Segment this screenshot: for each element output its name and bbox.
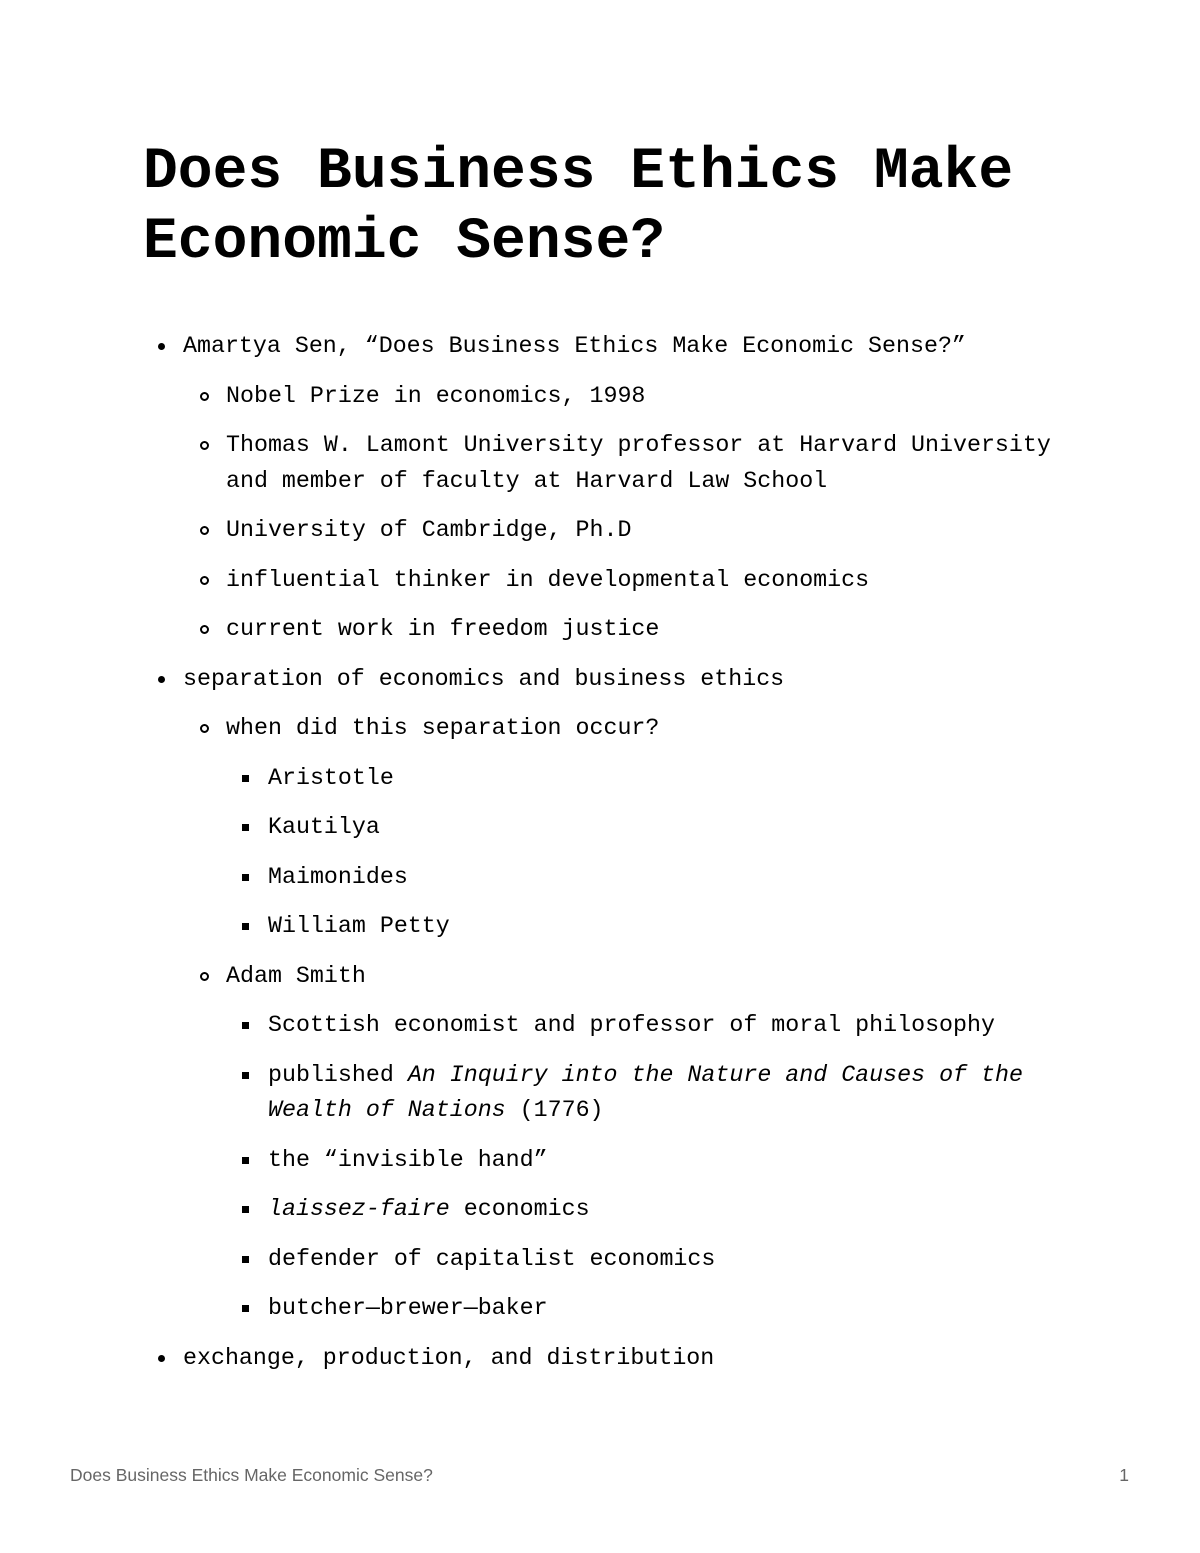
list-item bbox=[143, 563, 1063, 599]
list-item bbox=[143, 1008, 1063, 1044]
list-item-text-prefix: published bbox=[268, 1061, 408, 1088]
square-bullet-icon bbox=[242, 1072, 249, 1079]
list-item-text: exchange, production, and distribution bbox=[183, 1344, 715, 1371]
list-item-text: when did this separation occur? bbox=[226, 715, 660, 741]
list-item-text: Adam Smith bbox=[226, 962, 366, 989]
footer-title: Does Business Ethics Make Economic Sense? bbox=[70, 1465, 433, 1485]
list-item bbox=[143, 662, 1063, 698]
list-item bbox=[143, 329, 1063, 365]
list-item-text: Thomas W. Lamont University professor at Harvard University and member of faculty at Harvard Law School bbox=[226, 432, 1051, 494]
list-item bbox=[143, 428, 1063, 499]
list-item bbox=[143, 959, 1063, 995]
list-item-text: Nobel Prize in economics, 1998 bbox=[226, 382, 646, 409]
list-item bbox=[143, 379, 1063, 415]
list-item-text: Maimonides bbox=[268, 863, 408, 890]
list-item bbox=[143, 810, 1063, 846]
list-item bbox=[143, 1058, 1063, 1129]
page-number: 1 bbox=[1119, 1465, 1129, 1485]
square-bullet-icon bbox=[242, 1206, 249, 1213]
list-item-text: Aristotle bbox=[268, 764, 394, 791]
square-bullet-icon bbox=[242, 874, 249, 881]
filled-circle-bullet-icon bbox=[158, 343, 165, 350]
hollow-circle-bullet-icon bbox=[200, 625, 209, 634]
list-item-text: butcher—brewer—baker bbox=[268, 1295, 548, 1321]
hollow-circle-bullet-icon bbox=[200, 392, 209, 401]
square-bullet-icon bbox=[242, 1305, 249, 1312]
list-item-text: University of Cambridge, Ph.D bbox=[226, 517, 632, 543]
italic-term: laissez-faire bbox=[268, 1196, 450, 1222]
list-item bbox=[143, 711, 1063, 747]
list-item bbox=[143, 1291, 1063, 1327]
list-item-text: Scottish economist and professor of moral philosophy bbox=[268, 1012, 995, 1038]
square-bullet-icon bbox=[242, 775, 249, 782]
hollow-circle-bullet-icon bbox=[200, 526, 209, 535]
list-item bbox=[143, 1242, 1063, 1278]
list-item-text-suffix: (1776) bbox=[505, 1097, 604, 1123]
list-item-text: the “invisible hand” bbox=[268, 1146, 548, 1173]
square-bullet-icon bbox=[242, 1022, 249, 1029]
filled-circle-bullet-icon bbox=[158, 1355, 165, 1362]
document-title: Does Business Ethics Make Economic Sense? bbox=[143, 140, 1014, 275]
square-bullet-icon bbox=[242, 824, 249, 831]
list-item bbox=[143, 860, 1063, 896]
book-title: An Inquiry into the Nature and Causes of the Wealth of Nations bbox=[268, 1061, 1023, 1123]
square-bullet-icon bbox=[242, 1157, 249, 1164]
list-item-text: Kautilya bbox=[268, 814, 380, 840]
list-item bbox=[143, 761, 1063, 797]
list-item bbox=[143, 909, 1063, 945]
outline-list bbox=[143, 329, 1063, 1390]
list-item bbox=[143, 1341, 1063, 1377]
list-item-text: current work in freedom justice bbox=[226, 616, 660, 642]
list-item bbox=[143, 1143, 1063, 1179]
list-item-text: William Petty bbox=[268, 913, 450, 939]
list-item-text-suffix: economics bbox=[449, 1196, 590, 1222]
list-item-text: separation of economics and business ethics bbox=[183, 665, 785, 692]
list-item bbox=[143, 1192, 1063, 1228]
square-bullet-icon bbox=[242, 1256, 249, 1263]
hollow-circle-bullet-icon bbox=[200, 576, 209, 585]
list-item-text: defender of capitalist economics bbox=[268, 1245, 716, 1272]
filled-circle-bullet-icon bbox=[158, 676, 165, 683]
list-item bbox=[143, 612, 1063, 648]
list-item-text: Amartya Sen, “Does Business Ethics Make Economic Sense?” bbox=[183, 333, 966, 359]
list-item-text: influential thinker in developmental economics bbox=[226, 566, 870, 593]
hollow-circle-bullet-icon bbox=[200, 972, 209, 981]
square-bullet-icon bbox=[242, 923, 249, 930]
list-item bbox=[143, 513, 1063, 549]
hollow-circle-bullet-icon bbox=[200, 724, 209, 733]
hollow-circle-bullet-icon bbox=[200, 441, 209, 450]
